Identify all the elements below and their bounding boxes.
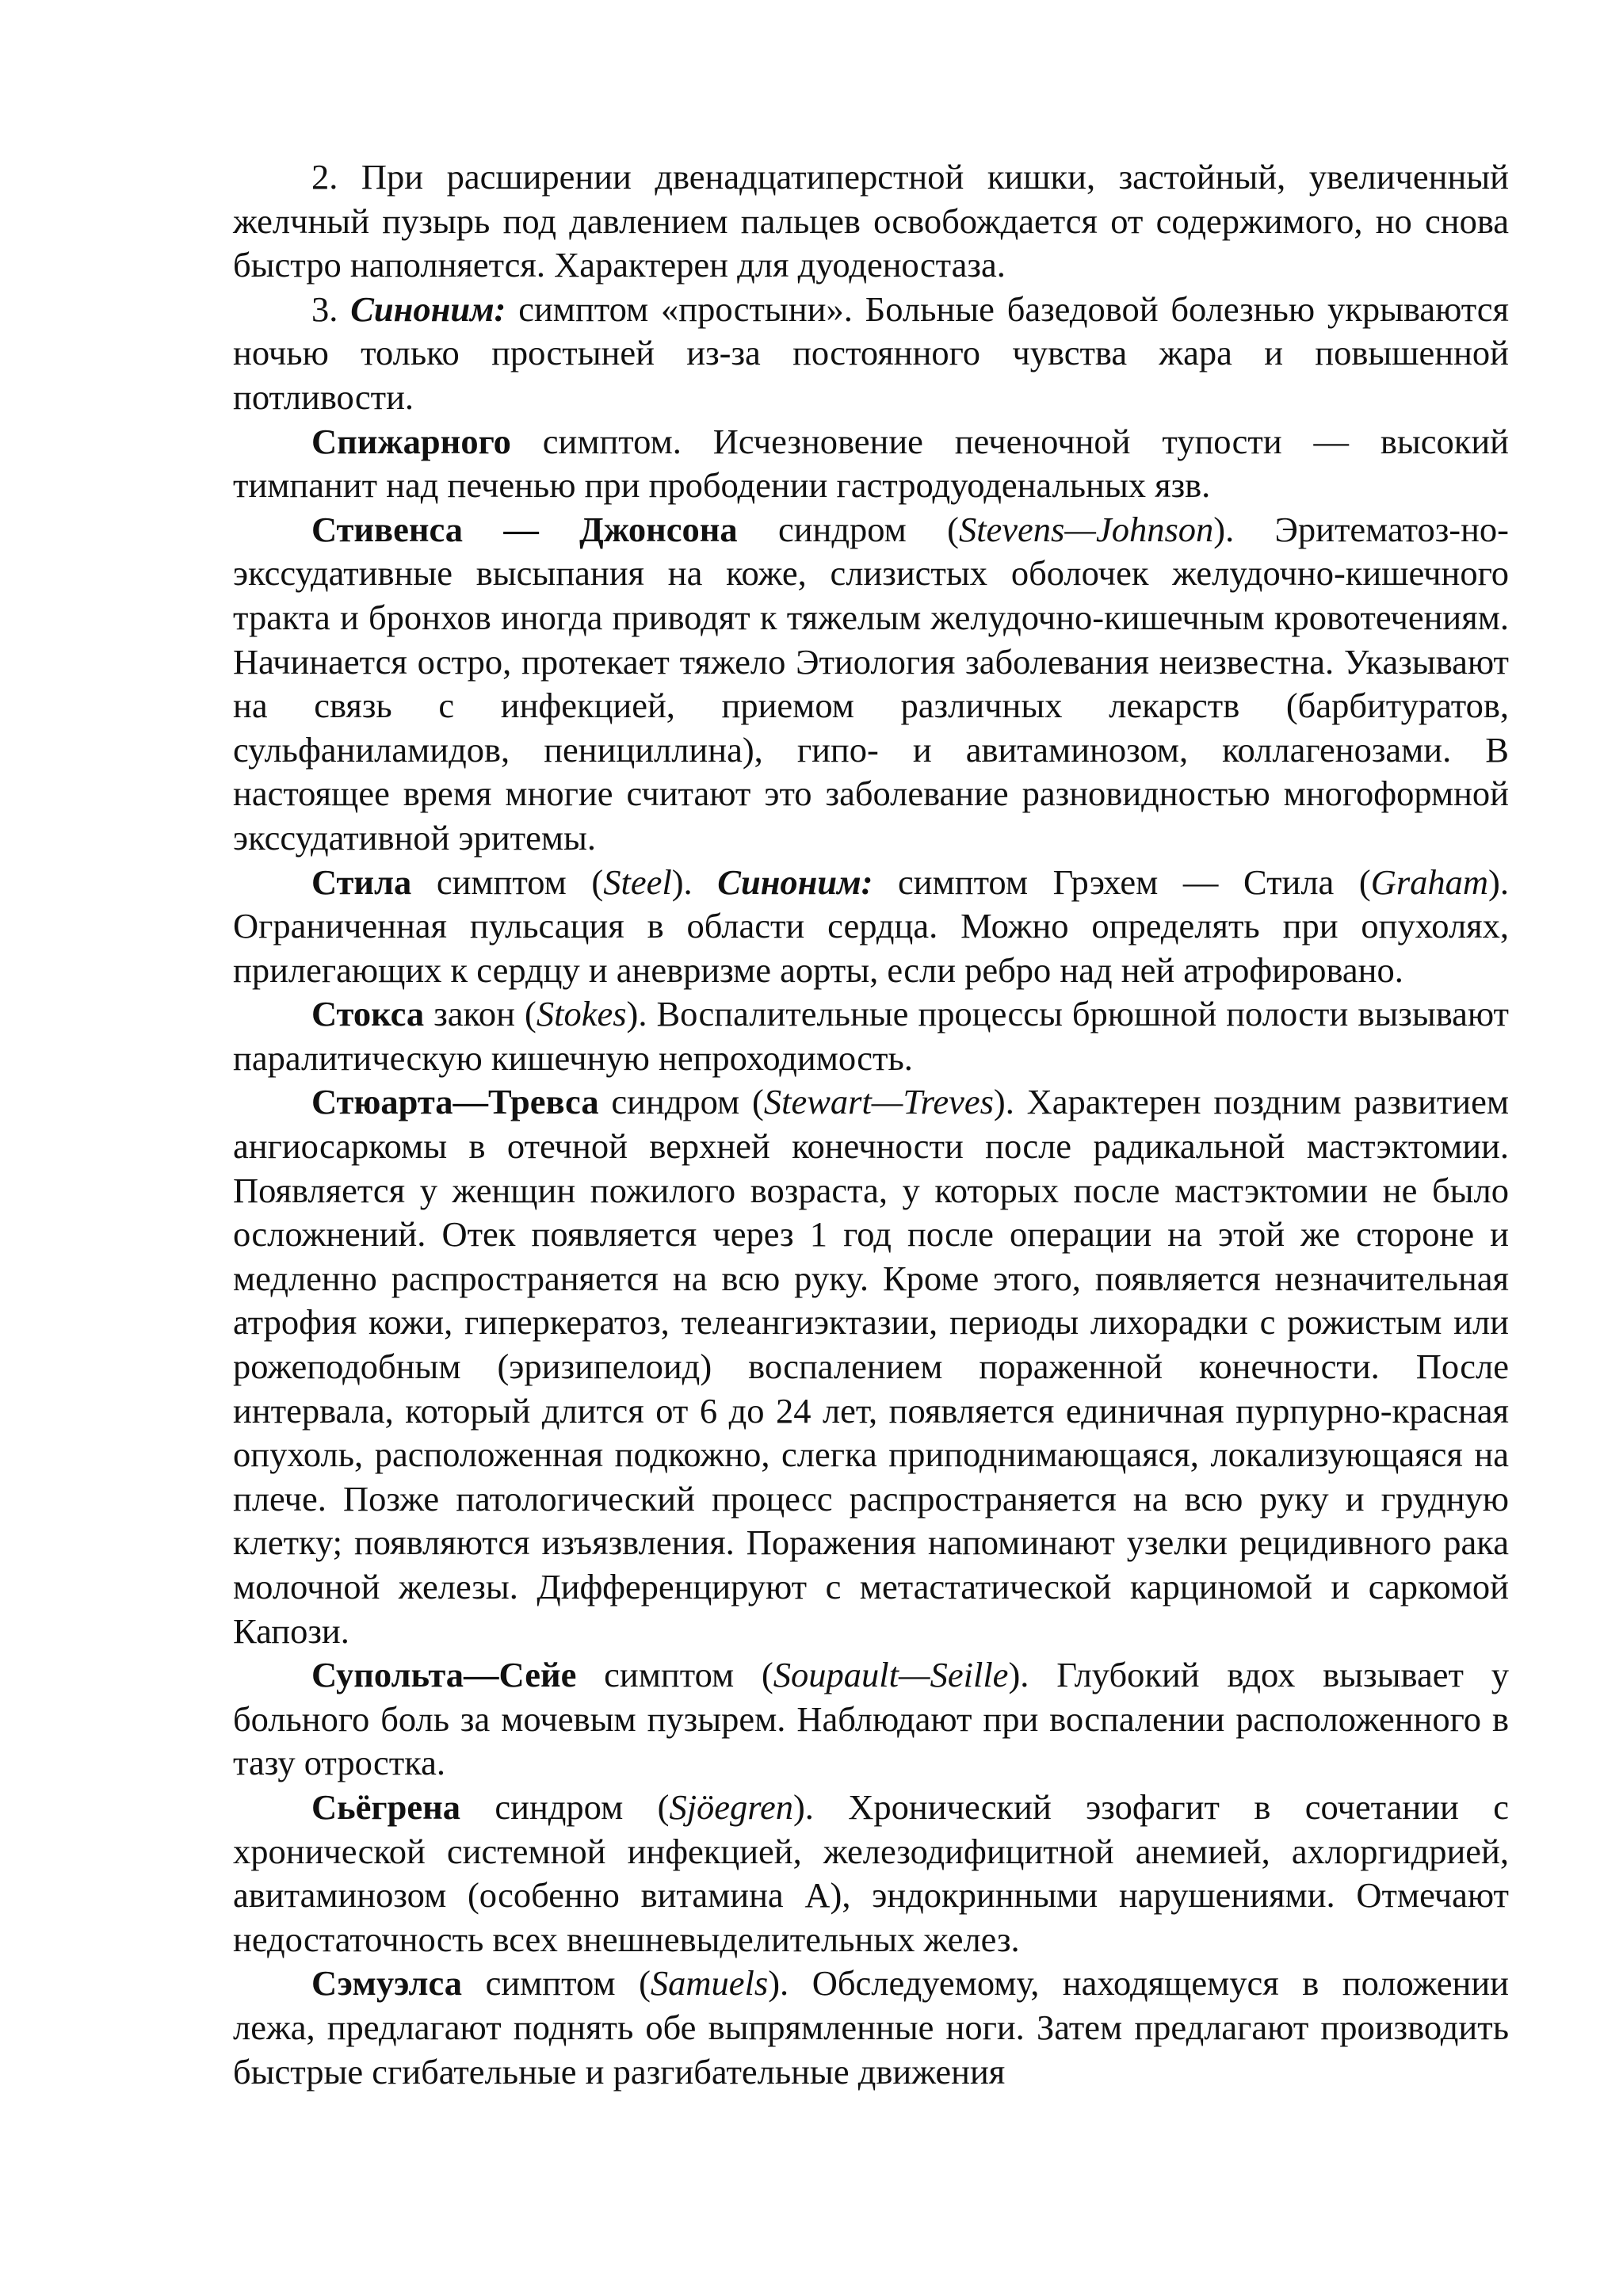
paragraph-duodenostasis xyxy=(233,155,1509,288)
synonym-label: Синоним: xyxy=(717,861,873,902)
term-heading: Супольта—Сейе xyxy=(311,1655,577,1695)
document-page xyxy=(233,155,1509,2094)
paragraph-stewart-treves xyxy=(233,1080,1509,1653)
term-heading: Стивенса — Джонсона xyxy=(311,509,738,549)
body-text: ). Обследуемому, находящемуся в положении лежа, предлагают поднять обе выпрямленные ноги. Затем предлагают производить быстрые сгибательные и разгибательные движения xyxy=(233,1963,1509,2092)
term-heading: Спижарного xyxy=(311,421,511,461)
body-text: симптом. Исчезновение печеночной тупости — высокий тимпанит над печенью при прободении гастродуоденальных язв. xyxy=(233,421,1509,506)
paragraph-soupault-seille xyxy=(233,1653,1509,1786)
body-text: симптом Грэхем — Стила ( xyxy=(873,861,1371,902)
body-text: ). Ограниченная пульсация в области сердца. Можно определять при опухолях, прилегающих к сердцу и аневризме аорты, если ребро над ней атрофировано. xyxy=(233,861,1509,990)
term-heading: Сьёгрена xyxy=(311,1786,461,1827)
paragraph-samuels xyxy=(233,1962,1509,2094)
paragraph-steel xyxy=(233,861,1509,993)
paragraph-synonym-sheet xyxy=(233,288,1509,420)
body-text: закон ( xyxy=(424,994,537,1034)
latin-name: Soupault—Seille xyxy=(773,1655,1009,1695)
latin-name: Sjöegren xyxy=(669,1786,793,1827)
body-text: синдром ( xyxy=(737,509,959,549)
body-text: симптом ( xyxy=(411,861,604,902)
synonym-label: Синоним: xyxy=(350,288,506,329)
body-text: синдром ( xyxy=(598,1082,764,1122)
body-text: симптом «простыни». Больные базедовой болезнью укрываются ночью только простыней из-за постоянного чувства жара и повышенной потливости. xyxy=(233,288,1510,417)
latin-name: Stevens—Johnson xyxy=(958,509,1214,549)
paragraph-stevens-johnson xyxy=(233,508,1509,861)
paragraph-stokes xyxy=(233,992,1509,1080)
body-text: 2. При расширении двенадцатиперстной кишки, застойный, увеличенный желчный пузырь под давлением пальцев освобождается от содержимого, но снова быстро наполняется. Характерен для дуоденостаза. xyxy=(233,157,1509,285)
latin-name: Stokes xyxy=(536,994,627,1034)
term-heading: Стюарта—Тревса xyxy=(311,1082,599,1122)
term-heading: Сэмуэлса xyxy=(311,1963,463,2004)
body-text: ). Эритематоз-но-экссудативные высыпания на коже, слизистых оболочек желудочно-кишечного тракта и бронхов иногда приводят к тяжелым желудочно-кишечным кровотечениям. Начинается остро, протекает тяжело Этиология заболевания неизвестна. Указывают на связь с инфекцией, приемом различных лекарств (барбитуратов, сульфаниламидов, пенициллина), гипо- и авитаминозом, коллагенозами. В настоящее время многие считают это заболевание разновидностью многоформной экссудативной эритемы. xyxy=(233,509,1509,858)
term-heading: Стила xyxy=(311,861,412,902)
body-text: ). Воспалительные процессы брюшной полости вызывают паралитическую кишечную непроходимость. xyxy=(233,994,1509,1078)
body-text: симптом ( xyxy=(462,1963,651,2004)
body-text: симптом ( xyxy=(576,1655,773,1695)
body-text: ). Глубокий вдох вызывает у больного боль за мочевым пузырем. Наблюдают при воспалении расположенного в тазу отростка. xyxy=(233,1655,1509,1783)
latin-name: Stewart—Treves xyxy=(763,1082,994,1122)
term-heading: Стокса xyxy=(311,994,425,1034)
body-text: ). Характерен поздним развитием ангиосаркомы в отечной верхней конечности после радикальной мастэктомии. Появляется у женщин пожилого возраста, у которых после мастэктомии не было осложнений. Отек появляется через 1 год после операции на этой же стороне и медленно распространяется на всю руку. Кроме этого, появляется незначительная атрофия кожи, гиперкератоз, телеангиэктазии, периоды лихорадки с рожистым или рожеподобным (эризипелоид) воспалением пораженной конечности. После интервала, который длится от 6 до 24 лет, появляется единичная пурпурно-красная опухоль, расположенная подкожно, слегка приподнимающаяся, локализующаяся на плече. Позже патологический процесс распространяется на всю руку и грудную клетку; появляются изъязвления. Поражения напоминают узелки рецидивного рака молочной железы. Дифференцируют с метастатической карциномой и саркомой Капози. xyxy=(233,1082,1509,1651)
body-text: синдром ( xyxy=(460,1786,670,1827)
latin-name: Steel xyxy=(603,861,672,902)
body-text: ). Хронический эзофагит в сочетании с хронической системной инфекцией, железодифицитной анемией, ахлоргидрией, авитаминозом (особенно витамина А), эндокринными нарушениями. Отмечают недостаточность всех внешневыделительных желез. xyxy=(233,1786,1509,1959)
latin-name: Samuels xyxy=(650,1963,769,2004)
body-text: 3. xyxy=(311,288,351,329)
paragraph-sjoegren xyxy=(233,1786,1509,1962)
body-text: ). xyxy=(671,861,718,902)
latin-name: Graham xyxy=(1370,861,1489,902)
paragraph-spizharny xyxy=(233,420,1509,508)
